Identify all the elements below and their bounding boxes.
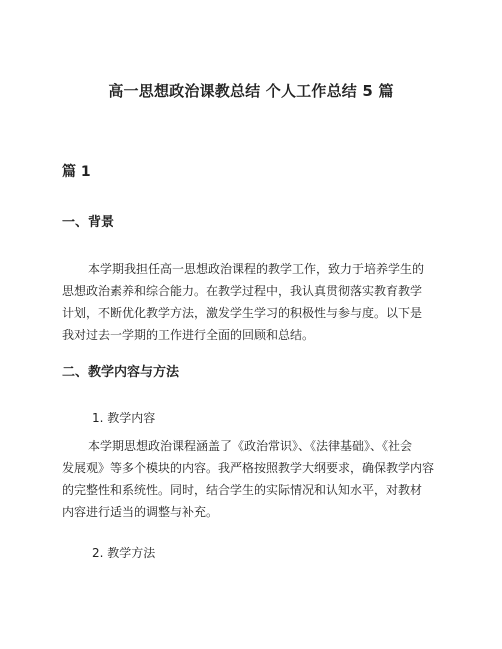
paragraph-line: 本学期我担任高一思想政治课程的教学工作，致力于培养学生的: [88, 262, 425, 276]
teaching-content-paragraph: [62, 435, 442, 523]
paragraph-line: 计划，不断优化教学方法，激发学生学习的积极性与参与度。以下是: [62, 306, 423, 320]
paragraph-line: 思想政治素养和综合能力。在教学过程中，我认真贯彻落实教育教学: [62, 284, 423, 298]
section-heading-content-methods: 二、教学内容与方法: [62, 365, 180, 380]
background-paragraph: [62, 258, 442, 346]
document-title: 高一思想政治课教总结 个人工作总结 5 篇: [108, 82, 394, 100]
paragraph-line: 内容进行适当的调整与补充。: [62, 505, 219, 519]
paragraph-line: 发展观》等多个模块的内容。我严格按照教学大纲要求，确保教学内容: [62, 461, 435, 475]
paragraph-line: 本学期思想政治课程涵盖了《政治常识》、《法律基础》、《社会: [88, 439, 413, 453]
item-label-teaching-content: 1. 教学内容: [92, 411, 156, 425]
paragraph-line: 的完整性和系统性。同时，结合学生的实际情况和认知水平，对教材: [62, 483, 423, 497]
paragraph-line: 我对过去一学期的工作进行全面的回顾和总结。: [62, 328, 315, 342]
section-heading-background: 一、背景: [62, 215, 115, 230]
part-heading: 篇 1: [62, 164, 91, 180]
item-label-teaching-methods: 2. 教学方法: [92, 546, 156, 560]
